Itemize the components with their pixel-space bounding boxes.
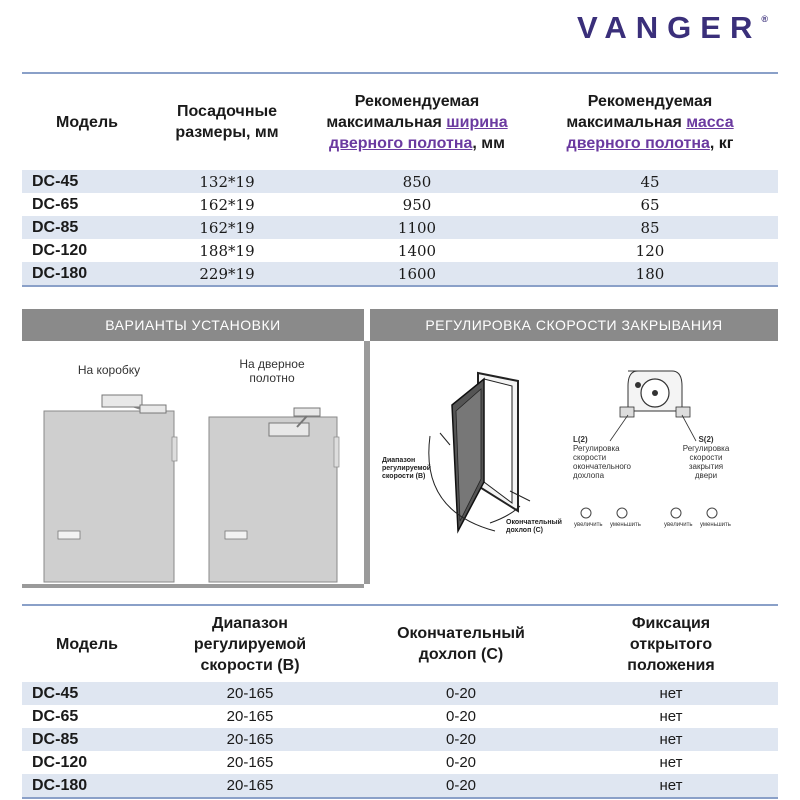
header-final-latch: Окончательный дохлоп (C) — [358, 605, 564, 682]
header-max-width: Рекомендуемая максимальная ширина дверного полотна, мм — [312, 73, 522, 170]
table-row: DC-45 20-165 0-20 нет — [22, 682, 778, 705]
option-door-caption: На дверное полотно — [239, 357, 305, 385]
header-model: Модель — [22, 73, 142, 170]
l-increase-label: увеличить — [574, 522, 603, 528]
table-row: DC-85 162*19 1100 85 — [22, 216, 778, 239]
speed-regulation-title: РЕГУЛИРОВКА СКОРОСТИ ЗАКРЫВАНИЯ — [370, 309, 778, 341]
table-row: DC-45 132*19 850 45 — [22, 170, 778, 193]
install-variants-title: ВАРИАНТЫ УСТАНОВКИ — [22, 309, 364, 341]
header-speed-range: Диапазон регулируемой скорости (B) — [142, 605, 358, 682]
install-variants-panel — [22, 309, 364, 588]
table-row: DC-180 20-165 0-20 нет — [22, 774, 778, 798]
door-closer-size-table — [22, 72, 778, 287]
l-valve-label: L(2) Регулировка скорости окончательного дохлопа — [573, 435, 631, 480]
table-row: DC-85 20-165 0-20 нет — [22, 728, 778, 751]
header-hold-open: Фиксация открытого положения — [564, 605, 778, 682]
table-row: DC-180 229*19 1600 180 — [22, 262, 778, 286]
header-max-mass: Рекомендуемая максимальная масса дверного полотна, кг — [522, 73, 778, 170]
s-valve-label: S(2) Регулировка скорости закрытия двери — [682, 435, 730, 480]
header-model: Модель — [22, 605, 142, 682]
table-row: DC-65 162*19 950 65 — [22, 193, 778, 216]
range-b-label: Диапазон регулируемой скорости (B) — [382, 457, 432, 480]
table-row: DC-120 188*19 1400 120 — [22, 239, 778, 262]
door-closer-speed-table — [22, 604, 778, 799]
header-fit-size: Посадочные размеры, мм — [142, 73, 312, 170]
speed-regulation-panel — [370, 309, 778, 584]
table-row: DC-120 20-165 0-20 нет — [22, 751, 778, 774]
final-c-label: Окончательный дохлоп (C) — [506, 519, 562, 534]
l-decrease-label: уменьшить — [610, 522, 641, 528]
s-increase-label: увеличить — [664, 522, 693, 528]
table-row: DC-65 20-165 0-20 нет — [22, 705, 778, 728]
option-frame-caption: На коробку — [77, 363, 141, 377]
s-decrease-label: уменьшить — [700, 522, 731, 528]
brand-logo: VANGER® — [577, 10, 768, 45]
